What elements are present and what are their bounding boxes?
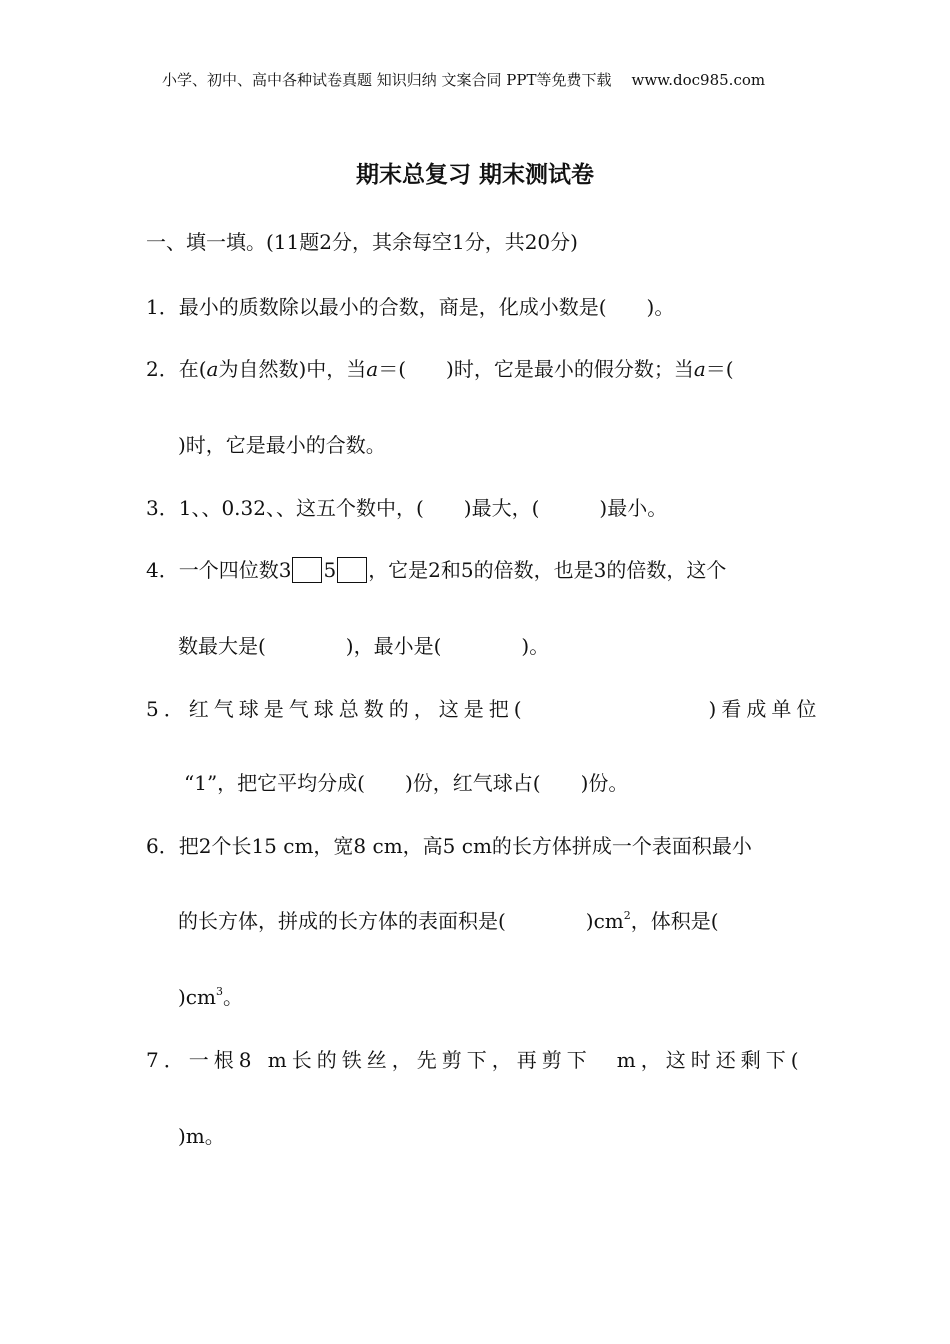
digit-blank-box: [337, 557, 367, 583]
q5-text-a: 5．红气球是气球总数的，这是把(: [146, 697, 527, 721]
q6-text-d: 。: [222, 985, 243, 1009]
question-6: 6．把2个长15 cm，宽8 cm，高5 cm的长方体拼成一个表面积最小: [146, 834, 752, 858]
section-heading: 一、填一填。(11题2分，其余每空1分，共20分): [146, 230, 578, 254]
q6-text-b: ，体积是(: [630, 909, 719, 933]
question-4-cont: 数最大是( )，最小是( )。: [178, 634, 550, 658]
q6-text-c: )cm: [178, 985, 216, 1009]
header-text: 小学、初中、高中各种试卷真题 知识归纳 文案合同 PPT等免费下载: [162, 71, 612, 89]
question-1: 1．最小的质数除以最小的合数，商是，化成小数是( )。: [146, 295, 675, 319]
q2-text-b: 为自然数)中，当: [218, 357, 367, 381]
q2-var-a-2: a: [366, 357, 379, 381]
question-5: [146, 697, 821, 721]
q2-var-a-3: a: [693, 357, 706, 381]
q2-var-a: a: [206, 357, 219, 381]
squared-exponent: 2: [623, 909, 631, 922]
question-3: 3．1、、0.32、、这五个数中，( )最大，( )最小。: [146, 496, 668, 520]
q5-text-b: )看成单位: [708, 697, 822, 721]
q4-text-c: ，它是2和5的倍数，也是3的倍数，这个: [368, 558, 727, 582]
question-2: [146, 357, 734, 381]
digit-blank-box: [292, 557, 322, 583]
q2-text-d: ＝(: [705, 357, 734, 381]
cubed-exponent: 3: [215, 985, 223, 998]
q2-text-a: 2．在(: [146, 357, 207, 381]
question-2-cont: )时，它是最小的合数。: [178, 433, 386, 457]
question-6-cont: [178, 909, 719, 933]
q6-text-a: 的长方体，拼成的长方体的表面积是( )cm: [178, 909, 624, 933]
page-header: [162, 68, 765, 92]
header-site: www.doc985.com: [631, 71, 766, 89]
question-6-cont-2: [178, 985, 243, 1009]
page-title: 期末总复习 期末测试卷: [355, 162, 594, 188]
q4-text-a: 4．一个四位数3: [146, 558, 292, 582]
question-5-cont: “1”，把它平均分成( )份，红气球占( )份。: [184, 771, 629, 795]
question-4: [146, 557, 726, 583]
question-7-cont: )m。: [178, 1124, 225, 1148]
q4-text-b: 5: [323, 558, 337, 582]
question-7: 7．一根8 m长的铁丝，先剪下，再剪下 m，这时还剩下(: [146, 1048, 804, 1072]
q2-text-c: ＝( )时，它是最小的假分数；当: [378, 357, 694, 381]
